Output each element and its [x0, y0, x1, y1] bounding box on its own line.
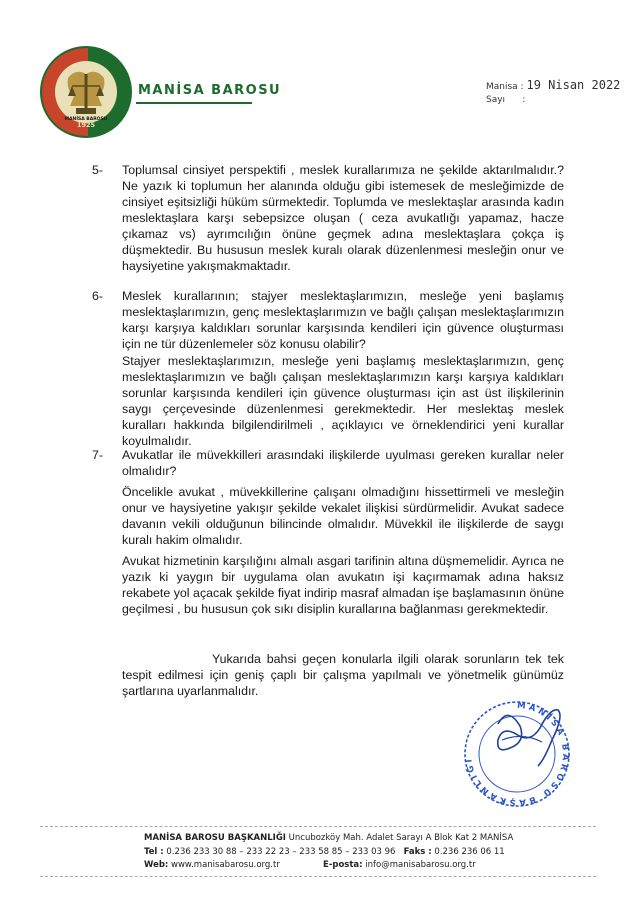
- bar-association-logo: [38, 44, 134, 140]
- number-label: Sayı: [486, 95, 506, 105]
- closing-paragraph: Yukarıda bahsi geçen konularla ilgili olarak sorunların tek tek tespit edilmesi için geniş çaplı bir çalışma yapılmalı ve yönetmelik günümüz şartlarına uyarlanmalıdır.: [122, 652, 564, 698]
- item-paragraph: Stajyer meslektaşlarımızın, mesleğe yeni başlamış meslektaşlarımızın, genç meslektaşlarımızın ve bağlı çalışan meslektaşlarımızın karşı karşıya kaldıkları sorunlar karşısında kendileri için güvence oluşturması için ast üst ilişkilerinin saygı çerçevesinde düzenlenmesi gerekmektedir. Her meslektaş meslek kuralları hakkında bilgilendirilmeli , açıklayıcı ve örneklendirici yeni kurallar koyulmalıdır.: [122, 354, 564, 448]
- item-paragraph: Avukatlar ile müvekkilleri arasındaki ilişkilerde uyulması gereken kurallar neler olmalıdır?: [122, 448, 564, 478]
- fax-label: Faks :: [403, 846, 432, 857]
- number-value: :: [522, 95, 526, 105]
- letter-meta: [486, 78, 620, 112]
- footer-web-line: [144, 859, 513, 873]
- fax-value: 0.236 236 06 11: [434, 846, 505, 857]
- official-stamp: [452, 694, 582, 812]
- tel-value: 0.236 233 30 88 – 233 22 23 – 233 58 85 – 233 03 96: [166, 846, 396, 857]
- footer-address-line: [144, 832, 513, 846]
- item-number: 7-: [92, 448, 104, 462]
- item-number: 6-: [92, 289, 104, 303]
- item-paragraph: Avukat hizmetinin karşılığını almalı asgari tarifinin altına düşmemelidir. Ayrıca ne yazık ki yaygın bir uygulama olan avukatın işi kaçırmamak adına haksız rekabete yol açacak şekilde fiyat indirip masraf almadan işe başlamasının önüne geçilmesi , bu hususun çok sıkı disiplin kurallarına bağlanması gerekmektedir.: [122, 554, 564, 616]
- org-name: MANİSA BAROSU: [138, 83, 282, 98]
- number-row: [486, 95, 620, 112]
- footer: [144, 832, 513, 873]
- web-label: Web:: [144, 860, 169, 870]
- item-paragraph: Meslek kurallarının; stajyer meslektaşlarımızın, mesleğe yeni başlamış meslektaşlarımızın, genç meslektaşlarımızın ve bağlı çalışan meslektaşlarımızın karşı karşıya kaldıkları sorunlar karşısında kendileri için güvence oluşturması için ne tür düzenlemeler söz konusu olabilir?: [122, 289, 564, 351]
- date-value: 19 Nisan 2022: [526, 78, 621, 92]
- footer-address: Uncubozköy Mah. Adalet Sarayı A Blok Kat 2 MANİSA: [288, 833, 514, 843]
- web-link[interactable]: www.manisabarosu.org.tr: [171, 860, 280, 870]
- item-number: 5-: [92, 163, 104, 177]
- item-paragraph: Öncelikle avukat , müvekkillerine çalışanı olmadığını hissettirmeli ve mesleğin onur ve haysiyetine yakışır şekilde vekalet ilişkisi sürdürmelidir. Avukat sadece davanın vekili olduğunun bilincinde olmalıdır. Müvekkil ile ilişkilerde de saygı kuralı hakim olmalıdır.: [122, 485, 564, 547]
- footer-bottom-divider: [40, 876, 596, 877]
- footer-org: MANİSA BAROSU BAŞKANLIĞI: [144, 833, 286, 843]
- stamp-ring-text: MANİSA BAROSU BAŞKANLIĞI: [463, 700, 571, 808]
- logo-ring-text: MANİSA BAROSU: [64, 117, 108, 122]
- email-link[interactable]: info@manisabarosu.org.tr: [365, 860, 476, 870]
- item-paragraph: Toplumsal cinsiyet perspektifi , meslek kurallarımıza ne şekilde aktarılmalıdır.? Ne yazık ki toplumun her alanında olduğu gibi istemesek de mesleğimizde de cinsiyet eşitsizliği hüküm sürmektedir. Toplumda ve meslektaşlar arasında kadın meslektaşlara karşı sebepsizce oluşan ( ceza avukatlığı yapamaz, hacze çıkamaz vs) ayrımcılığın önüne geçmek adına meslektaşlara çokça iş düşmektedir. Bu hususun meslek kuralı olarak düzenlenmesi mesleğin onur ve haysiyetine yakışmakmaktadır.: [122, 163, 564, 273]
- date-label: Manisa :: [486, 82, 524, 92]
- footer-phone-line: [144, 846, 513, 860]
- footer-divider: [40, 826, 596, 827]
- logo-year: 1925: [76, 121, 96, 129]
- org-name-underline: [136, 102, 252, 104]
- tel-label: Tel :: [144, 846, 164, 857]
- email-label: E-posta:: [323, 860, 363, 870]
- date-row: [486, 78, 620, 95]
